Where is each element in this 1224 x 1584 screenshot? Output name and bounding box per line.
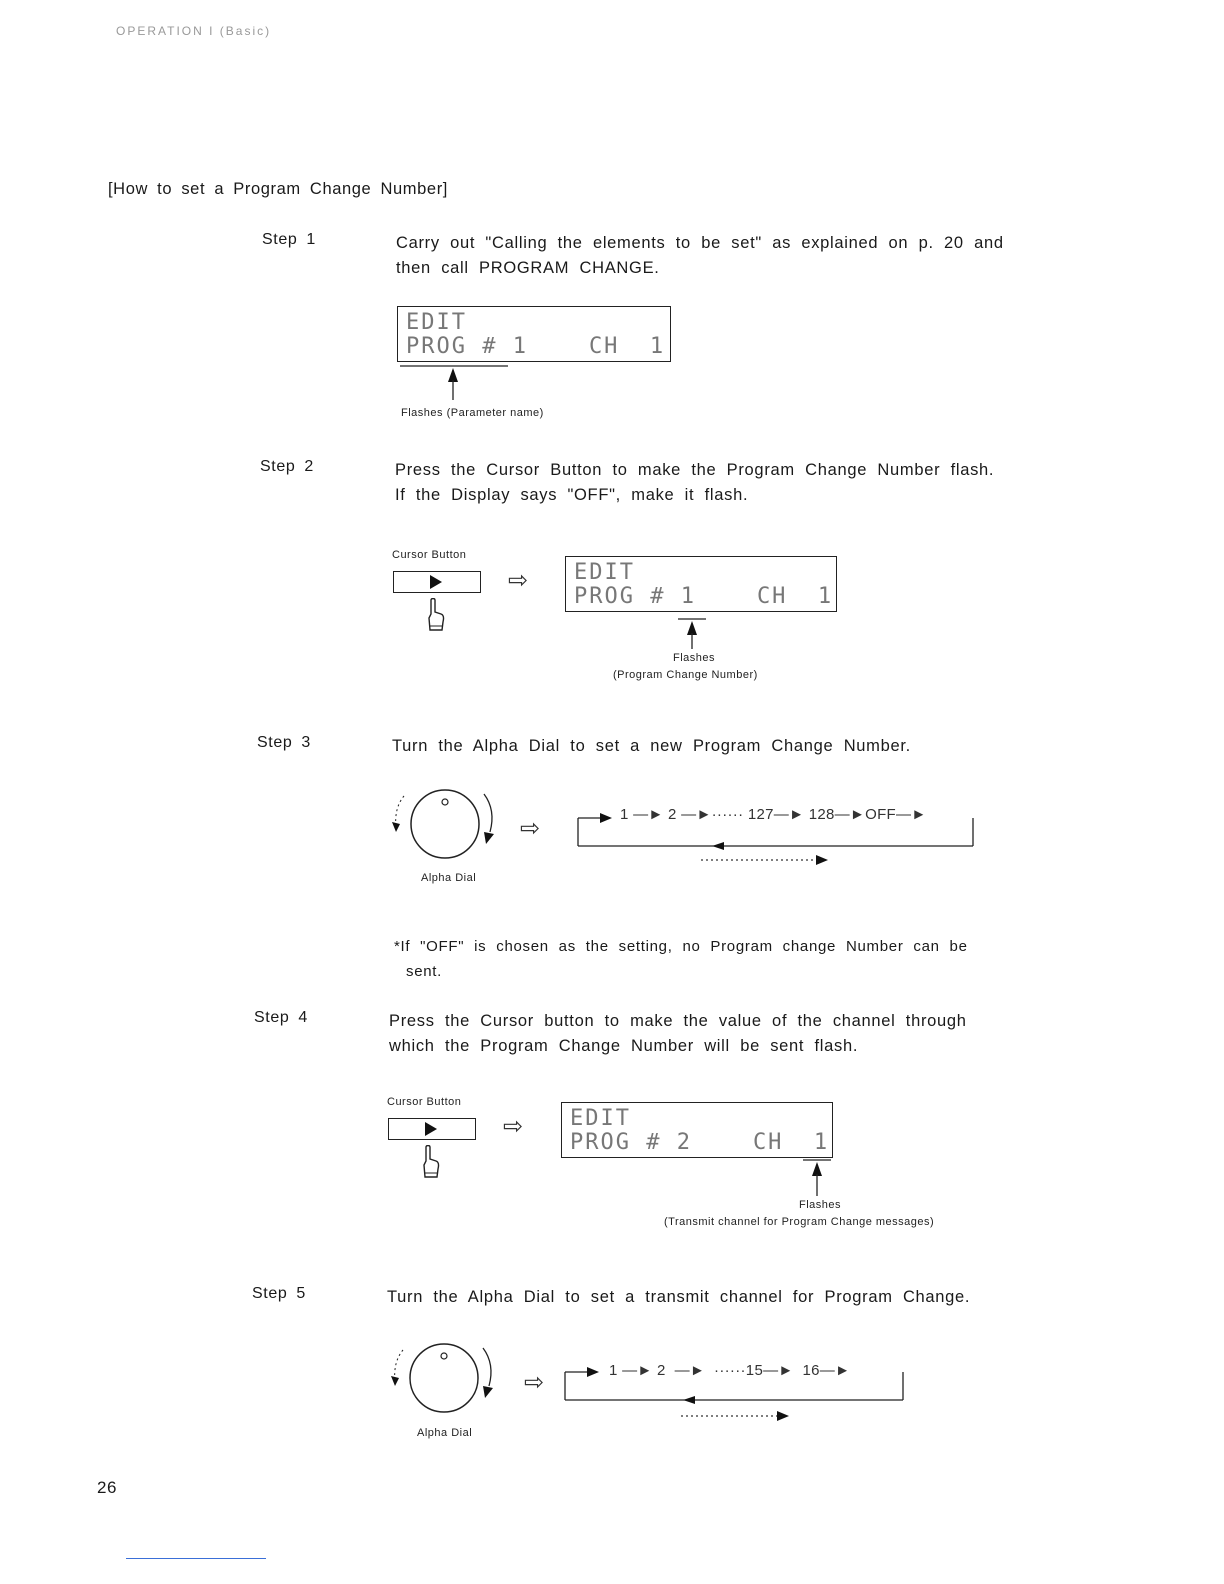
step-1-caption: Flashes (Parameter name) bbox=[401, 407, 544, 419]
step-5-sequence bbox=[563, 1358, 908, 1422]
step-1-line-1: Carry out "Calling the elements to be set" as explained on p. 20 and bbox=[396, 234, 1004, 252]
step-5-hollow-arrow-icon: ⇨ bbox=[524, 1369, 545, 1396]
step-2-flash-arrow-icon bbox=[672, 615, 712, 651]
step-2-lcd bbox=[565, 556, 837, 612]
step-3-note bbox=[394, 934, 1034, 984]
step-2-hollow-arrow-icon: ⇨ bbox=[508, 567, 529, 594]
step-5-label: Step 5 bbox=[252, 1285, 306, 1302]
running-header: OPERATION I (Basic) bbox=[116, 24, 272, 38]
step-4-text bbox=[389, 1009, 1029, 1059]
footer-rule bbox=[126, 1558, 266, 1559]
seq-item: 16 bbox=[802, 1362, 820, 1379]
step-5-dial-label: Alpha Dial bbox=[417, 1427, 473, 1439]
step-2-line-1: Press the Cursor Button to make the Program Change Number flash. bbox=[395, 461, 995, 479]
seq-item: 2 bbox=[657, 1362, 666, 1379]
step-4-flash-arrow-icon bbox=[797, 1158, 837, 1198]
step-2-line-2: If the Display says "OFF", make it flash. bbox=[395, 486, 749, 504]
seq-item: 1 bbox=[620, 806, 629, 823]
step-1-line-2: then call PROGRAM CHANGE. bbox=[396, 259, 660, 277]
step-2-label: Step 2 bbox=[260, 458, 314, 475]
step-4-button-label: Cursor Button bbox=[387, 1096, 462, 1108]
step-4-line-2: which the Program Change Number will be sent flash. bbox=[389, 1037, 859, 1055]
lcd-line-1: EDIT bbox=[570, 1106, 631, 1131]
step-1-label: Step 1 bbox=[262, 231, 316, 248]
step-2-text bbox=[395, 458, 1035, 508]
step-1-flash-arrow-icon bbox=[398, 362, 528, 402]
step-2-caption-1: Flashes bbox=[673, 652, 716, 664]
lcd-line-1: EDIT bbox=[406, 310, 467, 335]
step-3-note-line-2: sent. bbox=[406, 963, 443, 980]
step-3-label: Step 3 bbox=[257, 734, 311, 751]
step-3-text bbox=[392, 734, 1032, 759]
step-2-caption-2: (Program Change Number) bbox=[613, 669, 758, 681]
step-4-line-1: Press the Cursor button to make the value of the channel through bbox=[389, 1012, 967, 1030]
step-2-cursor-button[interactable] bbox=[393, 571, 481, 593]
section-title: [How to set a Program Change Number] bbox=[108, 180, 448, 198]
pointing-hand-icon bbox=[420, 1145, 444, 1181]
step-1-lcd bbox=[397, 306, 671, 362]
step-3-sequence bbox=[576, 804, 978, 868]
lcd-line-2: PROG # 1 CH 1 bbox=[406, 334, 666, 359]
step-3-dial-label: Alpha Dial bbox=[421, 872, 477, 884]
lcd-line-2: PROG # 1 CH 1 bbox=[574, 584, 834, 609]
step-4-label: Step 4 bbox=[254, 1009, 308, 1026]
seq-item: OFF bbox=[865, 806, 897, 823]
step-4-cursor-button[interactable] bbox=[388, 1118, 476, 1140]
right-triangle-icon bbox=[425, 1122, 437, 1136]
step-4-hollow-arrow-icon: ⇨ bbox=[503, 1113, 524, 1140]
step-5-sequence-text: 1 ―► 2 ―► ······15―► 16―► bbox=[609, 1362, 851, 1379]
step-4-caption-2: (Transmit channel for Program Change messages) bbox=[664, 1216, 935, 1228]
seq-item: 128 bbox=[808, 806, 835, 823]
step-3-note-line-1: *If "OFF" is chosen as the setting, no Program change Number can be bbox=[394, 938, 968, 955]
seq-item: 1 bbox=[609, 1362, 618, 1379]
lcd-line-1: EDIT bbox=[574, 560, 635, 585]
step-2-button-label: Cursor Button bbox=[392, 549, 467, 561]
step-5-line-1: Turn the Alpha Dial to set a transmit channel for Program Change. bbox=[387, 1288, 971, 1306]
right-triangle-icon bbox=[430, 575, 442, 589]
step-1-text bbox=[396, 231, 1036, 281]
page-number: 26 bbox=[97, 1478, 118, 1497]
step-4-lcd bbox=[561, 1102, 833, 1158]
step-3-hollow-arrow-icon: ⇨ bbox=[520, 815, 541, 842]
step-3-sequence-text: 1 ―► 2 ―►······ 127―► 128―►OFF―► bbox=[620, 806, 927, 823]
dial-knob-icon bbox=[391, 1342, 501, 1422]
seq-item: 15 bbox=[745, 1362, 764, 1379]
lcd-line-2: PROG # 2 CH 1 bbox=[570, 1130, 830, 1155]
seq-item: 2 bbox=[668, 806, 677, 823]
step-5-text bbox=[387, 1285, 1027, 1310]
dial-knob-icon bbox=[392, 788, 502, 868]
step-3-line-1: Turn the Alpha Dial to set a new Program Change Number. bbox=[392, 737, 911, 755]
pointing-hand-icon bbox=[425, 598, 449, 634]
step-4-caption-1: Flashes bbox=[799, 1199, 842, 1211]
seq-item: 127 bbox=[747, 806, 774, 823]
